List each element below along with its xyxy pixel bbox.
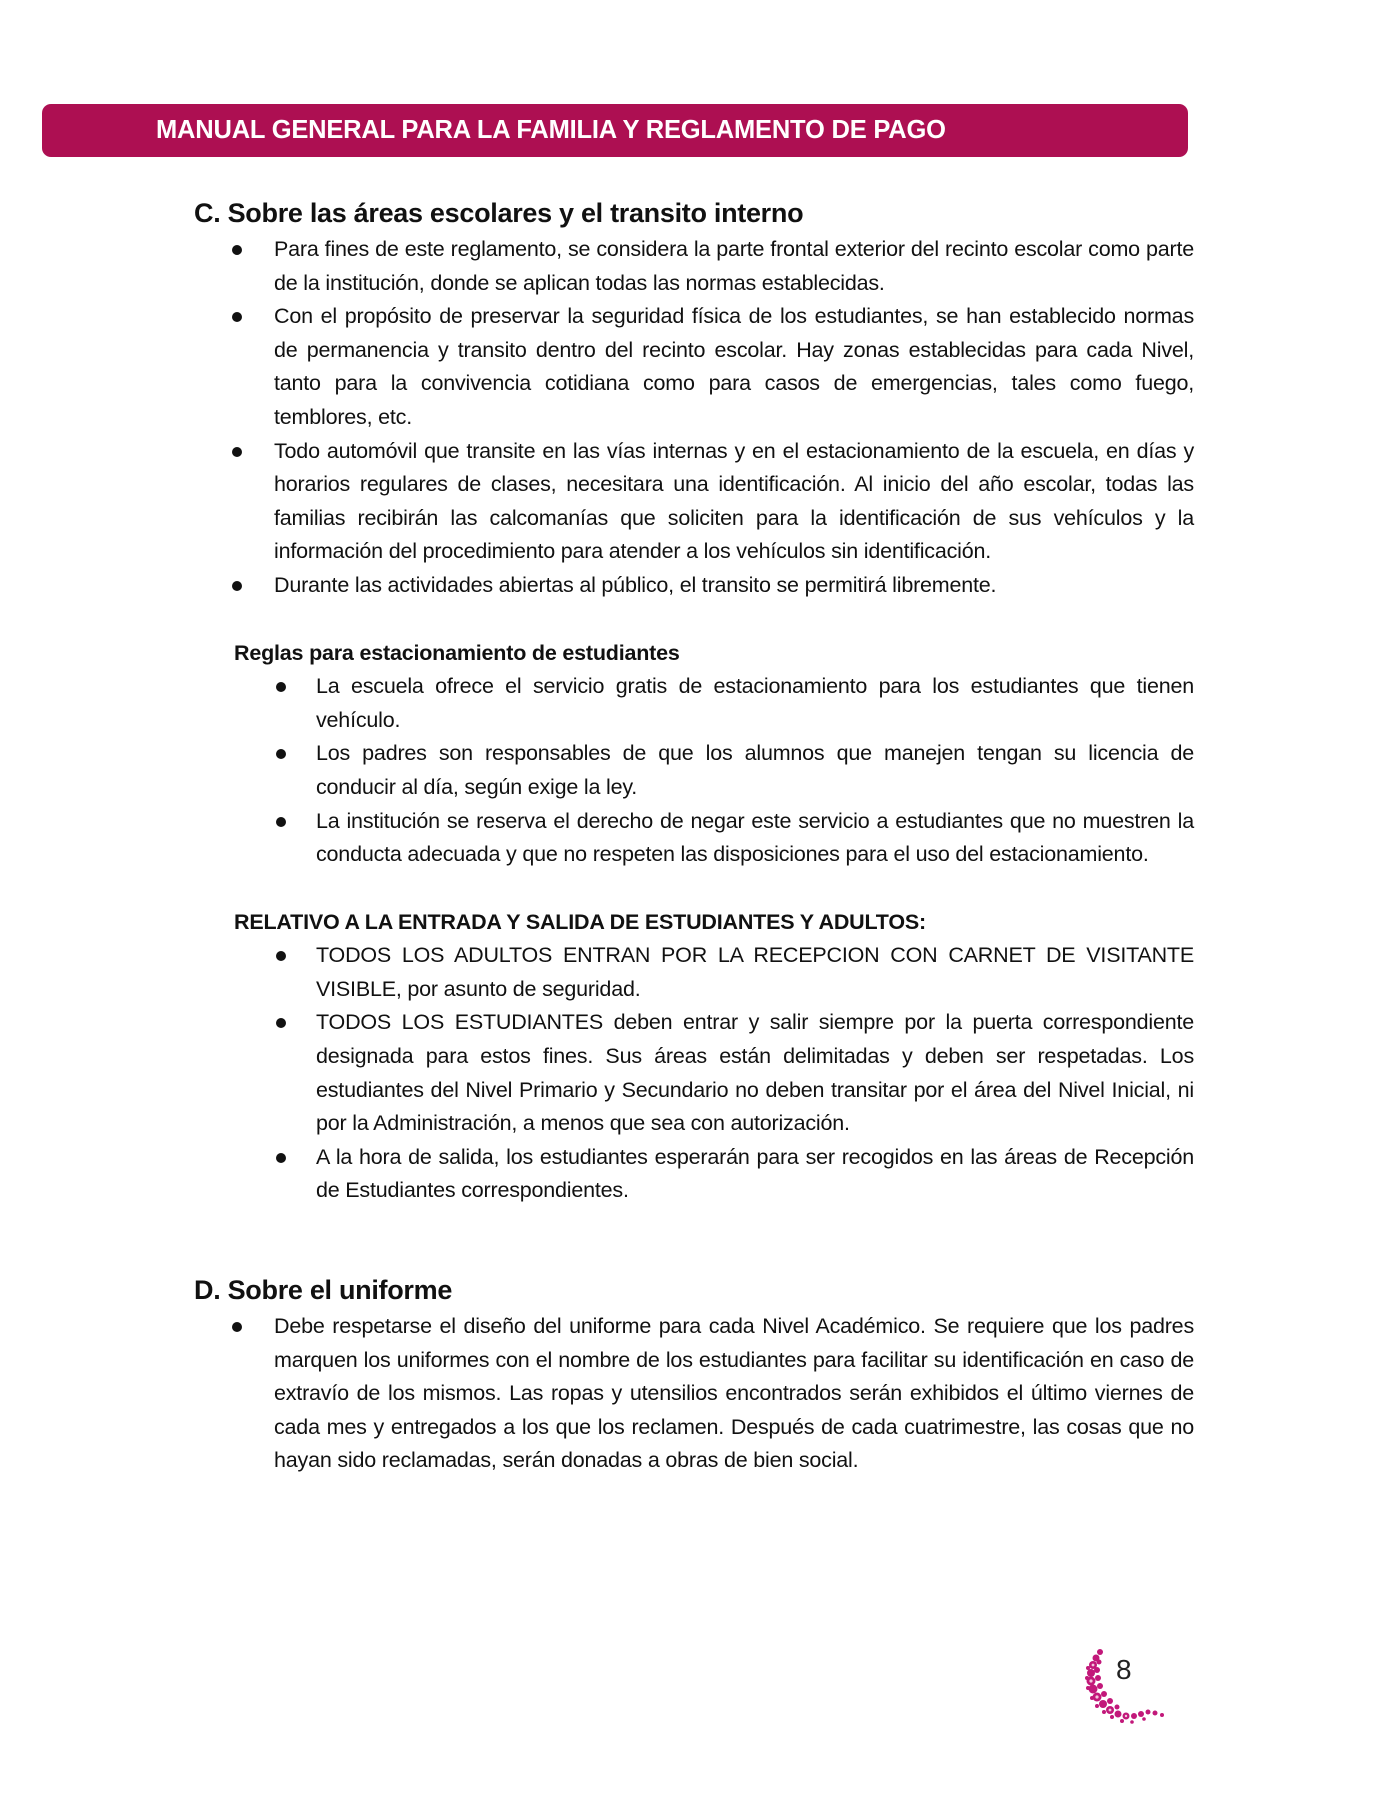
section-c-list bbox=[194, 233, 1194, 603]
list-item-text: Durante las actividades abiertas al público, el transito se permitirá libremente. bbox=[274, 572, 997, 597]
list-item-text: Todo automóvil que transite en las vías internas y en el estacionamiento de la escuela, en días y horarios regulares de clases, necesitara una identificación. Al inicio del año escolar, todas las familias recibirán las calcomanías que soliciten para la identificación de sus vehículos y la información del procedimiento para atender a los vehículos sin identificación. bbox=[274, 438, 1194, 564]
bullet-icon bbox=[276, 682, 286, 692]
list-item-text: Para fines de este reglamento, se considera la parte frontal exterior del recinto escolar como parte de la institución, donde se aplican todas las normas establecidas. bbox=[274, 237, 1194, 295]
list-item bbox=[316, 939, 1194, 1006]
bullet-icon bbox=[232, 245, 242, 255]
list-item-text: Debe respetarse el diseño del uniforme para cada Nivel Académico. Se requiere que los padres marquen los uniformes con el nombre de los estudiantes para facilitar su identificación en caso de extravío de los mismos. Las ropas y utensilios encontrados serán exhibidos el último viernes de cada mes y entregados a los que los reclamen. Después de cada cuatrimestre, las cosas que no hayan sido reclamadas, serán donadas a obras de bien social. bbox=[274, 1314, 1194, 1473]
list-item-text: A la hora de salida, los estudiantes esperarán para ser recogidos en las áreas de Recepción de Estudiantes correspondientes. bbox=[316, 1144, 1194, 1203]
list-item-text: TODOS LOS ESTUDIANTES deben entrar y salir siempre por la puerta correspondiente designada para estos fines. Sus áreas están delimitadas y deben ser respetadas. Los estudiantes del Nivel Primario y Secundario no deben transitar por el área del Nivel Inicial, ni por la Administración, a menos que sea con autorización. bbox=[316, 1010, 1194, 1136]
page-content bbox=[194, 193, 1194, 1478]
entry-exit-heading: RELATIVO A LA ENTRADA Y SALIDA DE ESTUDIANTES Y ADULTOS: bbox=[234, 909, 926, 934]
bullet-icon bbox=[232, 581, 242, 591]
list-item bbox=[316, 1006, 1194, 1140]
list-item-text: Los padres son responsables de que los alumnos que manejen tengan su licencia de conducir al día, según exige la ley. bbox=[316, 741, 1194, 799]
bullet-icon bbox=[232, 447, 242, 457]
bullet-icon bbox=[276, 1018, 286, 1028]
list-item-text: TODOS LOS ADULTOS ENTRAN POR LA RECEPCION CON CARNET DE VISITANTE VISIBLE, por asunto de seguridad. bbox=[316, 943, 1194, 1001]
section-d-heading: D. Sobre el uniforme bbox=[194, 1275, 453, 1306]
list-item bbox=[274, 435, 1194, 569]
list-item-text: La escuela ofrece el servicio gratis de estacionamiento para los estudiantes que tienen vehículo. bbox=[316, 674, 1194, 732]
list-item-text: La institución se reserva el derecho de negar este servicio a estudiantes que no muestren la conducta adecuada y que no respeten las disposiciones para el uso del estacionamiento. bbox=[316, 808, 1194, 867]
document-title: MANUAL GENERAL PARA LA FAMILIA Y REGLAMENTO DE PAGO bbox=[156, 116, 946, 144]
section-d-list bbox=[194, 1310, 1194, 1478]
list-item bbox=[274, 300, 1194, 434]
list-item bbox=[316, 670, 1194, 737]
bullet-icon bbox=[232, 312, 242, 322]
list-item bbox=[316, 1141, 1194, 1208]
section-c-heading: C. Sobre las áreas escolares y el transito interno bbox=[194, 198, 804, 228]
list-item bbox=[274, 233, 1194, 300]
entry-exit-list bbox=[194, 939, 1194, 1208]
list-item bbox=[274, 569, 1194, 603]
list-item bbox=[274, 1310, 1194, 1478]
list-item-text: Con el propósito de preservar la seguridad física de los estudiantes, se han establecido normas de permanencia y transito dentro del recinto escolar. Hay zonas establecidas para cada Nivel, tanto para la convivencia cotidiana como para casos de emergencias, tales como fuego, temblores, etc. bbox=[274, 304, 1194, 429]
header-bar bbox=[42, 104, 1188, 157]
bullet-icon bbox=[276, 749, 286, 759]
list-item bbox=[316, 805, 1194, 872]
bullet-icon bbox=[276, 817, 286, 827]
bullet-icon bbox=[232, 1322, 242, 1332]
list-item bbox=[316, 737, 1194, 804]
parking-rules-heading: Reglas para estacionamiento de estudiantes bbox=[234, 640, 680, 665]
bullet-icon bbox=[276, 1153, 286, 1163]
bullet-icon bbox=[276, 951, 286, 961]
page-number: 8 bbox=[1116, 1654, 1132, 1685]
parking-rules-list bbox=[194, 670, 1194, 872]
